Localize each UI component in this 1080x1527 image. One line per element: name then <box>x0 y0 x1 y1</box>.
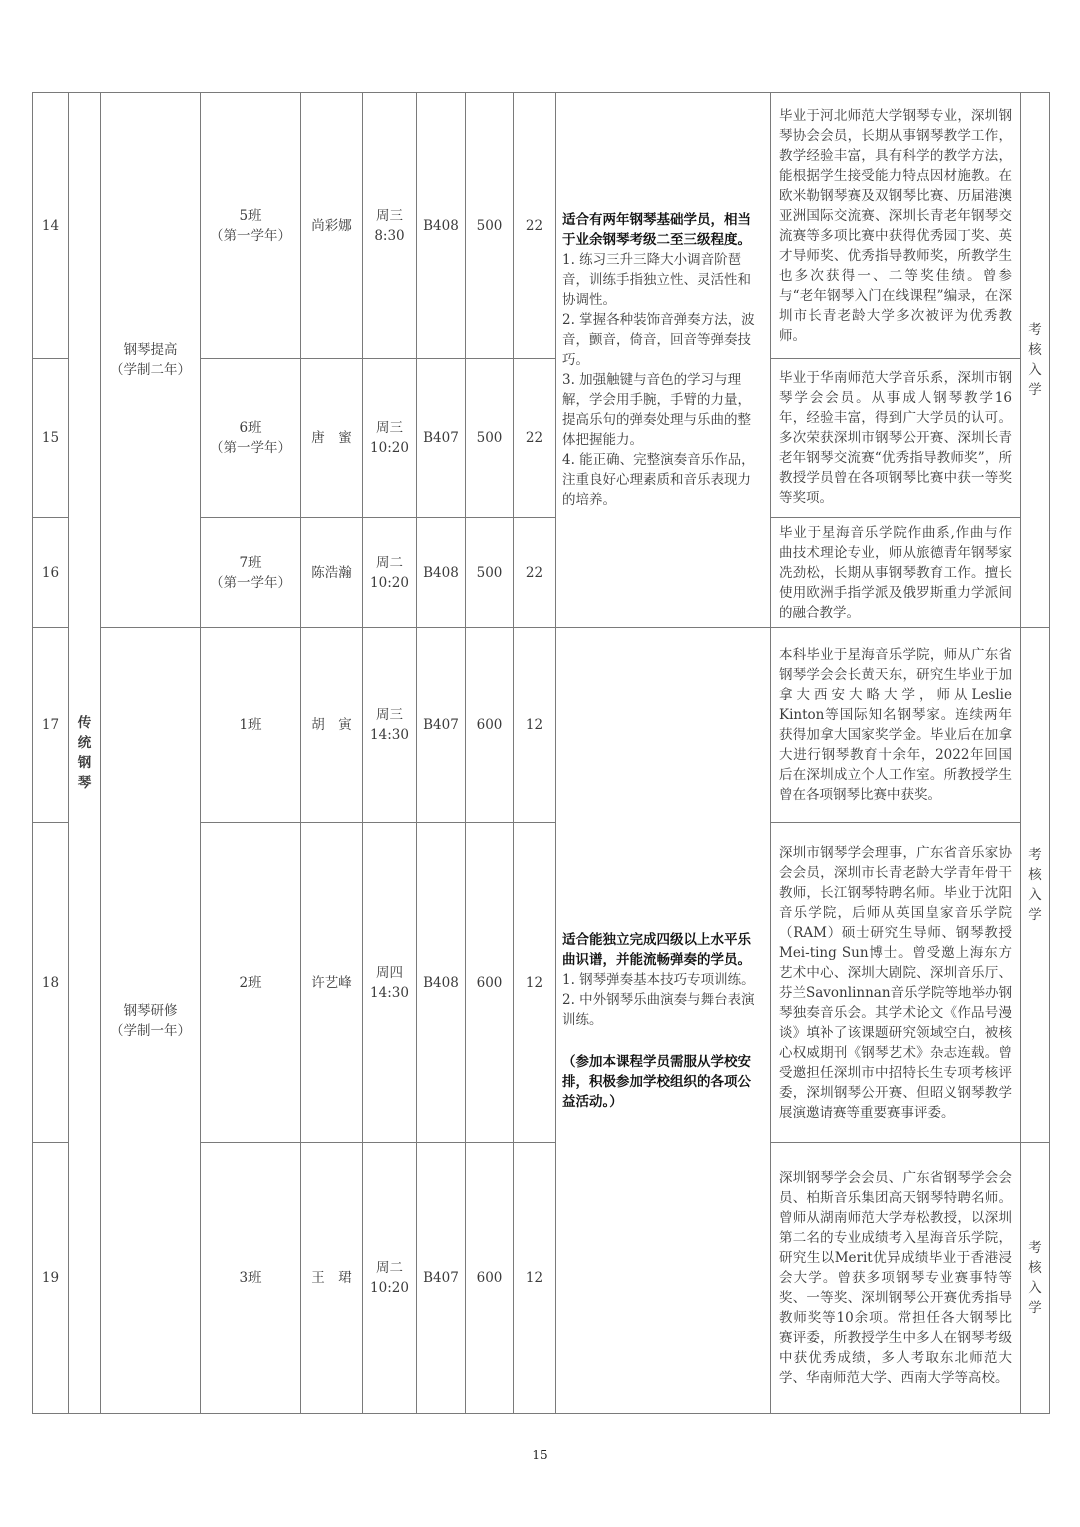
table-row <box>33 628 1050 823</box>
admission-char: 考 <box>1028 847 1042 863</box>
weekday: 周三 <box>376 420 403 436</box>
row-index: 17 <box>33 628 69 823</box>
room-cell: B408 <box>417 518 466 628</box>
room-cell: B407 <box>417 359 466 518</box>
room-cell: B408 <box>417 93 466 359</box>
fee-cell: 600 <box>466 628 514 823</box>
admission-char: 考 <box>1028 322 1042 338</box>
class-cell <box>201 359 301 518</box>
time-cell <box>363 1143 417 1414</box>
course-name: 钢琴研修 <box>123 1002 178 1019</box>
admission-char: 核 <box>1028 1260 1042 1276</box>
class-label: 6班 <box>239 420 262 436</box>
description-item: 2. 中外钢琴乐曲演奏与舞台表演训练。 <box>562 991 755 1028</box>
admission-char: 入 <box>1028 887 1042 903</box>
capacity-cell: 12 <box>514 1143 556 1414</box>
description-item: 1. 练习三升三降大小调音阶琶音，训练手指独立性、灵活性和协调性。 <box>562 252 751 308</box>
table-row <box>33 93 1050 359</box>
course-name-cell <box>101 93 201 628</box>
admission-char: 学 <box>1028 1300 1042 1316</box>
class-cell: 3班 <box>201 1143 301 1414</box>
row-index: 14 <box>33 93 69 359</box>
fee-cell: 600 <box>466 1143 514 1414</box>
category-cell <box>69 93 101 1414</box>
course-schedule-table <box>32 92 1050 1414</box>
start-time: 10:20 <box>370 440 409 456</box>
class-cell <box>201 518 301 628</box>
row-index: 19 <box>33 1143 69 1414</box>
admission-char: 入 <box>1028 362 1042 378</box>
time-cell <box>363 359 417 518</box>
start-time: 10:20 <box>370 574 409 591</box>
weekday: 周二 <box>376 554 403 571</box>
admission-char: 核 <box>1028 342 1042 358</box>
class-note: （第一学年） <box>210 574 291 591</box>
class-cell: 1班 <box>201 628 301 823</box>
class-note: （第一学年） <box>210 440 291 456</box>
category-char: 琴 <box>77 775 92 791</box>
start-time: 14:30 <box>370 984 409 1001</box>
admission-cell <box>1021 93 1050 628</box>
class-cell: 2班 <box>201 823 301 1143</box>
teacher-cell: 唐 蜜 <box>301 359 363 518</box>
admission-cell <box>1021 1143 1050 1414</box>
start-time: 8:30 <box>374 227 405 244</box>
row-index: 16 <box>33 518 69 628</box>
fee-cell: 500 <box>466 359 514 518</box>
row-index: 18 <box>33 823 69 1143</box>
class-note: （第一学年） <box>210 227 291 244</box>
room-cell: B408 <box>417 823 466 1143</box>
time-cell <box>363 93 417 359</box>
time-cell <box>363 518 417 628</box>
teacher-cell: 王 珺 <box>301 1143 363 1414</box>
capacity-cell: 22 <box>514 359 556 518</box>
time-cell <box>363 823 417 1143</box>
description-note: （参加本课程学员需服从学校安排，积极参加学校组织的各项公益活动。） <box>562 1053 751 1110</box>
start-time: 14:30 <box>370 727 409 743</box>
course-name-cell <box>101 628 201 1414</box>
description-item: 3. 加强触键与音色的学习与理解，学会用手腕，手臂的力量，提高乐句的弹奏处理与乐曲的整体把握能力。 <box>562 372 751 448</box>
time-cell <box>363 628 417 823</box>
course-duration: （学制二年） <box>110 362 191 378</box>
class-label: 7班 <box>239 554 262 571</box>
category-char: 传 <box>77 715 92 731</box>
teacher-cell: 胡 寅 <box>301 628 363 823</box>
teacher-bio: 毕业于星海音乐学院作曲系,作曲与作曲技术理论专业，师从旅德青年钢琴家冼劲松，长期从事钢琴教育工作。擅长使用欧洲手指学派及俄罗斯重力学派间的融合教学。 <box>771 518 1021 628</box>
capacity-cell: 12 <box>514 628 556 823</box>
course-description <box>556 93 771 628</box>
category-char: 钢 <box>77 755 92 771</box>
admission-char: 考 <box>1028 1240 1042 1256</box>
weekday: 周二 <box>376 1260 403 1276</box>
fee-cell: 500 <box>466 93 514 359</box>
course-name: 钢琴提高 <box>123 342 178 358</box>
room-cell: B407 <box>417 1143 466 1414</box>
teacher-bio: 毕业于河北师范大学钢琴专业，深圳钢琴协会会员，长期从事钢琴教学工作，教学经验丰富，具有科学的教学方法，能根据学生接受能力特点因材施教。在欧米勒钢琴赛及双钢琴比赛、历届港澳亚洲国际交流赛、深圳长青老年钢琴交流赛等多项比赛中获得优秀园丁奖、英才导师奖、优秀指导教师奖，所教学生也多次获得一、二等奖佳绩。曾参与“老年钢琴入门在线课程”编录，在深圳市长青老龄大学多次被评为优秀教师。 <box>771 93 1021 359</box>
capacity-cell: 22 <box>514 518 556 628</box>
teacher-bio: 本科毕业于星海音乐学院，师从广东省钢琴学会会长黄天东，研究生毕业于加拿大西安大略大学，师从Leslie Kinton等国际知名钢琴家。连续两年获得加拿大国家奖学金。毕业后在加拿大进行钢琴教育十余年，2022年回国后在深圳成立个人工作室。所教授学生曾在各项钢琴比赛中获奖。 <box>771 628 1021 823</box>
description-lead: 适合有两年钢琴基础学员，相当于业余钢琴考级二至三级程度。 <box>562 212 751 248</box>
room-cell: B407 <box>417 628 466 823</box>
admission-cell <box>1021 628 1050 1143</box>
teacher-cell: 许艺峰 <box>301 823 363 1143</box>
course-description <box>556 628 771 1414</box>
description-item: 2. 掌握各种装饰音弹奏方法，波音，颤音，倚音，回音等弹奏技巧。 <box>562 312 755 368</box>
teacher-cell: 尚彩娜 <box>301 93 363 359</box>
course-duration: （学制一年） <box>110 1022 191 1039</box>
weekday: 周三 <box>376 207 403 224</box>
capacity-cell: 12 <box>514 823 556 1143</box>
teacher-bio: 深圳市钢琴学会理事，广东省音乐家协会会员，深圳市长青老龄大学青年骨干教师，长江钢琴特聘名师。毕业于沈阳音乐学院，后师从英国皇家音乐学院（RAM）硕士研究生导师、钢琴教授Mei-ting Sun博士。曾受邀上海东方艺术中心、深圳大剧院、深圳音乐厅、芬兰Savonlinnan音乐学院等地举办钢琴独奏音乐会。其学术论文《作品号漫谈》填补了该课题研究领域空白，被核心权威期刊《钢琴艺术》杂志连载。曾受邀担任深圳市中招特长生专项考核评委，深圳钢琴公开赛、但昭义钢琴教学展演邀请赛等重要赛事评委。 <box>771 823 1021 1143</box>
description-item: 1. 钢琴弹奏基本技巧专项训练。 <box>562 971 755 988</box>
teacher-cell: 陈浩瀚 <box>301 518 363 628</box>
weekday: 周三 <box>376 707 403 723</box>
capacity-cell: 22 <box>514 93 556 359</box>
start-time: 10:20 <box>370 1280 409 1296</box>
weekday: 周四 <box>376 964 403 981</box>
category-char: 统 <box>77 735 92 751</box>
admission-char: 学 <box>1028 907 1042 923</box>
row-index: 15 <box>33 359 69 518</box>
teacher-bio: 深圳钢琴学会会员、广东省钢琴学会会员、柏斯音乐集团高天钢琴特聘名师。曾师从湖南师范大学寿松教授，以深圳第二名的专业成绩考入星海音乐学院，研究生以Merit优异成绩毕业于香港浸会大学。曾获多项钢琴专业赛事特等奖、一等奖、深圳钢琴公开赛优秀指导教师奖等10余项。常担任各大钢琴比赛评委，所教授学生中多人在钢琴考级中获优秀成绩，多人考取东北师范大学、华南师范大学、西南大学等高校。 <box>771 1143 1021 1414</box>
fee-cell: 500 <box>466 518 514 628</box>
admission-char: 学 <box>1028 382 1042 398</box>
description-lead: 适合能独立完成四级以上水平乐曲识谱，并能流畅弹奏的学员。 <box>562 931 751 968</box>
page-number: 15 <box>532 1448 548 1462</box>
fee-cell: 600 <box>466 823 514 1143</box>
teacher-bio: 毕业于华南师范大学音乐系，深圳市钢琴学会会员。从事成人钢琴教学16年，经验丰富，得到广大学员的认可。多次荣获深圳市钢琴公开赛、深圳长青老年钢琴交流赛“优秀指导教师奖”，所教授学员曾在各项钢琴比赛中获一等奖等奖项。 <box>771 359 1021 518</box>
admission-char: 核 <box>1028 867 1042 883</box>
class-label: 5班 <box>239 207 262 224</box>
class-cell <box>201 93 301 359</box>
admission-char: 入 <box>1028 1280 1042 1296</box>
description-item: 4. 能正确、完整演奏音乐作品，注重良好心理素质和音乐表现力的培养。 <box>562 452 755 508</box>
